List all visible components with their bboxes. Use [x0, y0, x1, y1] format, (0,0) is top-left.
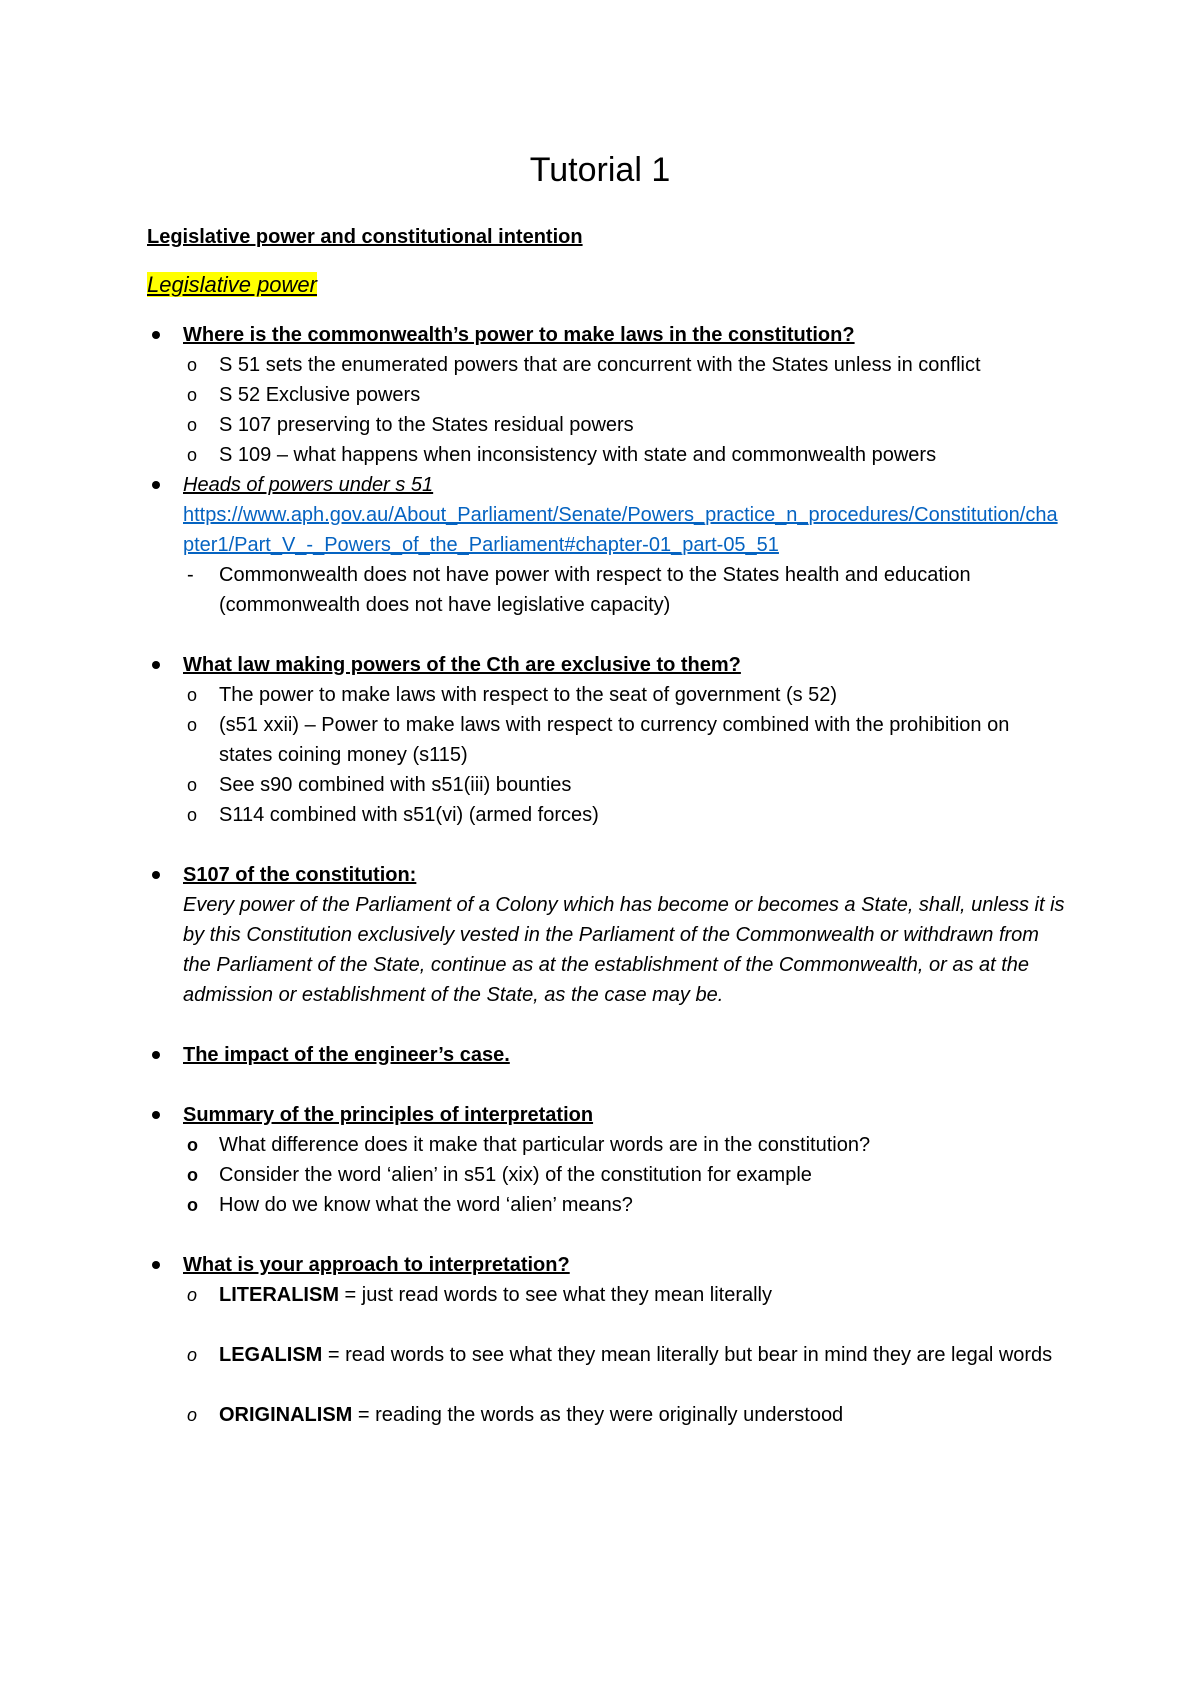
list-item: o How do we know what the word ‘alien’ means?	[187, 1194, 633, 1216]
list-item: o Consider the word ‘alien’ in s51 (xix) of the constitution for example	[187, 1164, 812, 1186]
summary-list	[147, 1130, 1067, 1220]
approach-heading: What is your approach to interpretation?	[147, 1250, 1067, 1280]
list-item: o S114 combined with s51(vi) (armed forces)	[187, 804, 599, 826]
summary-heading: Summary of the principles of interpretation	[147, 1100, 1067, 1130]
question-commonwealth-power: Where is the commonwealth’s power to make laws in the constitution?	[147, 320, 1067, 350]
engineers-case-heading: The impact of the engineer’s case.	[147, 1040, 1067, 1070]
list-item: o What difference does it make that particular words are in the constitution?	[187, 1134, 871, 1156]
approach-list	[147, 1280, 1067, 1430]
list-item: o LITERALISM = just read words to see what they mean literally	[187, 1284, 772, 1306]
s107-quote: Every power of the Parliament of a Colony which has become or becomes a State, shall, unless it is by this Constitution exclusively vested in the Parliament of the Commonwealth or withdrawn from the Parliament of the State, continue as at the establishment of the Commonwealth, or as at the admission or establishment of the State, as the case may be.	[183, 894, 1065, 1006]
document-body	[147, 222, 1067, 1430]
section-heading: Legislative power	[147, 272, 317, 297]
s107-heading: S107 of the constitution:	[183, 864, 417, 886]
question-exclusive-powers: What law making powers of the Cth are exclusive to them?	[147, 650, 1067, 680]
aph-link[interactable]: https://www.aph.gov.au/About_Parliament/Senate/Powers_practice_n_procedures/Constitution/chapter1/Part_V_-_Powers_of_the_Parliament#chapter-01_part-05_51	[183, 504, 1058, 556]
list-item: o The power to make laws with respect to the seat of government (s 52)	[187, 684, 838, 706]
list-item: o S 109 – what happens when inconsistency with state and commonwealth powers	[187, 444, 937, 466]
list-item: o ORIGINALISM = reading the words as they were originally understood	[187, 1404, 844, 1426]
list-item: o S 51 sets the enumerated powers that are concurrent with the States unless in conflict	[187, 354, 981, 376]
heads-of-powers	[147, 470, 1067, 560]
q2-list	[147, 680, 1067, 830]
document-subtitle: Legislative power and constitutional intention	[147, 226, 583, 248]
list-item: o S 107 preserving to the States residual powers	[187, 414, 634, 436]
list-item: - Commonwealth does not have power with respect to the States health and education (commonwealth does not have legislative capacity)	[187, 564, 971, 616]
list-item: o S 52 Exclusive powers	[187, 384, 421, 406]
list-item: o See s90 combined with s51(iii) bounties	[187, 774, 572, 796]
heads-note-list	[147, 560, 1067, 620]
page-title: Tutorial 1	[529, 151, 671, 189]
q1-list	[147, 350, 1067, 470]
list-item: o LEGALISM = read words to see what they mean literally but bear in mind they are legal words	[187, 1344, 1053, 1366]
s107-section	[147, 860, 1067, 1010]
heads-of-powers-heading: Heads of powers under s 51	[183, 474, 434, 496]
list-item: o (s51 xxii) – Power to make laws with respect to currency combined with the prohibition on states coining money (s115)	[187, 714, 1010, 766]
